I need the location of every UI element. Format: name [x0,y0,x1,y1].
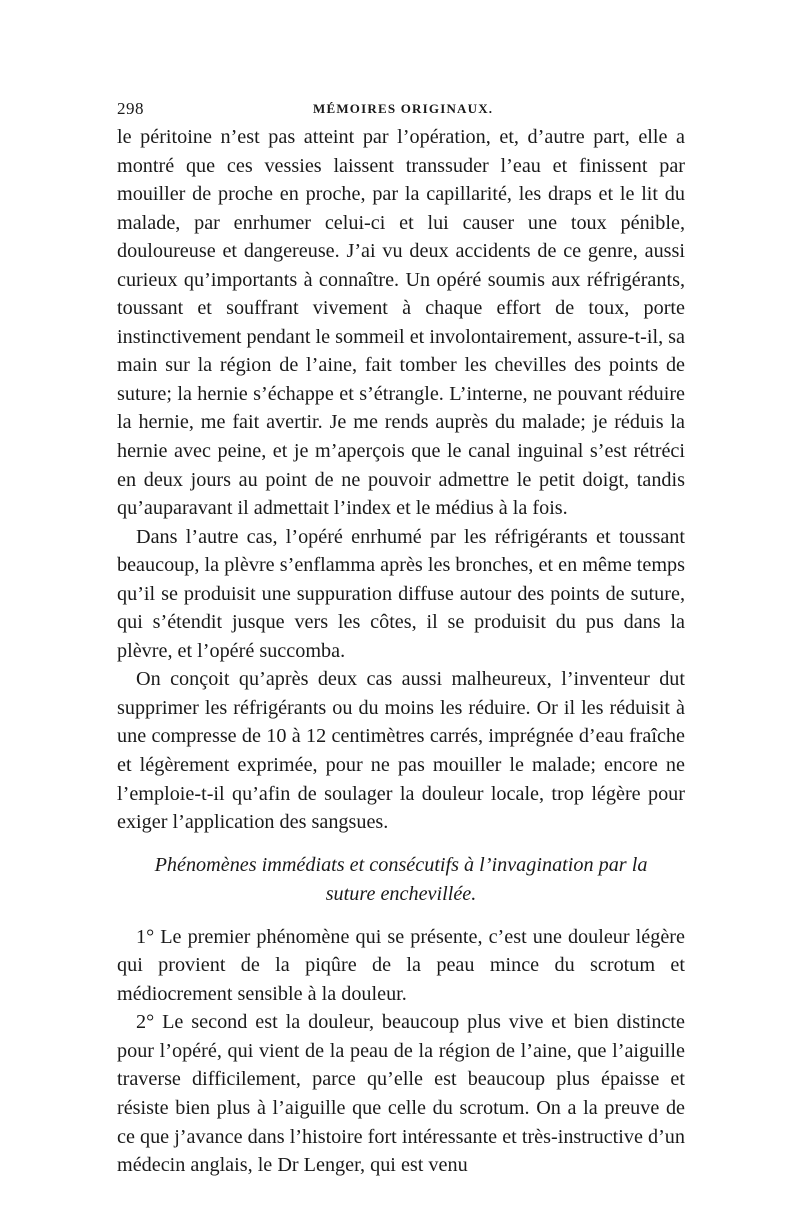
section-heading-line-2: suture enchevillée. [325,882,477,905]
page-number: 298 [117,99,144,118]
paragraph-5: 2° Le second est la douleur, beaucoup plus vive et bien distincte pour l’opéré, qui vient de la peau de la région de l’aine, que l’aiguille traverse difficilement, parce qu’elle est beaucoup plus épaisse et résiste bien plus à l’aiguille que celle du scrotum. On a la preuve de ce que j’avance dans l’histoire fort intéressante et très-instructive d’un médecin anglais, le Dr Lenger, qui est venu [117,1011,685,1177]
body-text [117,123,685,1180]
paragraph-1: le péritoine n’est pas atteint par l’opération, et, d’autre part, elle a montré que ces vessies laissent transsuder l’eau et finissent par mouiller de proche en proche, par la capillarité, les draps et le lit du malade, par enrhumer celui-ci et lui causer une toux pénible, douloureuse et dangereuse. J’ai vu deux accidents de ce genre, aussi curieux qu’importants à connaître. Un opéré soumis aux réfrigérants, toussant et souffrant vivement à chaque effort de toux, porte instinctivement pendant le sommeil et involontairement, assure-t-il, sa main sur la région de l’aine, fait tomber les chevilles des points de suture; la hernie s’échappe et s’étrangle. L’interne, ne pouvant réduire la hernie, me fait avertir. Je me rends auprès du malade; je réduis la hernie avec peine, et je m’aperçois que le canal inguinal s’est rétréci en deux jours au point de ne pouvoir admettre le petit doigt, tandis qu’auparavant il admettait l’index et le médius à la fois. [117,126,685,520]
paragraph-4: 1° Le premier phénomène qui se présente, c’est une douleur légère qui provient de la piqûre de la peau mince du scrotum et médiocrement sensible à la douleur. [117,925,685,1005]
running-title: MÉMOIRES ORIGINAUX. [313,101,494,116]
section-spacer [117,909,685,923]
paragraph-2: Dans l’autre cas, l’opéré enrhumé par les réfrigérants et toussant beaucoup, la plèvre s’enflamma après les bronches, et en même temps qu’il se produisit une suppuration diffuse autour des points de suture, qui s’étendit jusque vers les côtes, il se produisit du pus dans la plèvre, et l’opéré succomba. [117,525,685,662]
running-header [115,99,685,121]
paragraph-3: On conçoit qu’après deux cas aussi malheureux, l’inventeur dut supprimer les réfrigérants ou du moins les réduire. Or il les réduisit à une compresse de 10 à 12 centimètres carrés, imprégnée d’eau fraîche et légèrement exprimée, pour ne pas mouiller le malade; encore ne l’emploie-t-il qu’afin de soulager la douleur locale, trop légère pour exiger l’application des sangsues. [117,668,685,834]
section-heading [117,851,685,909]
section-heading-line-1: Phénomènes immédiats et consécutifs à l’invagination par la [154,853,648,876]
